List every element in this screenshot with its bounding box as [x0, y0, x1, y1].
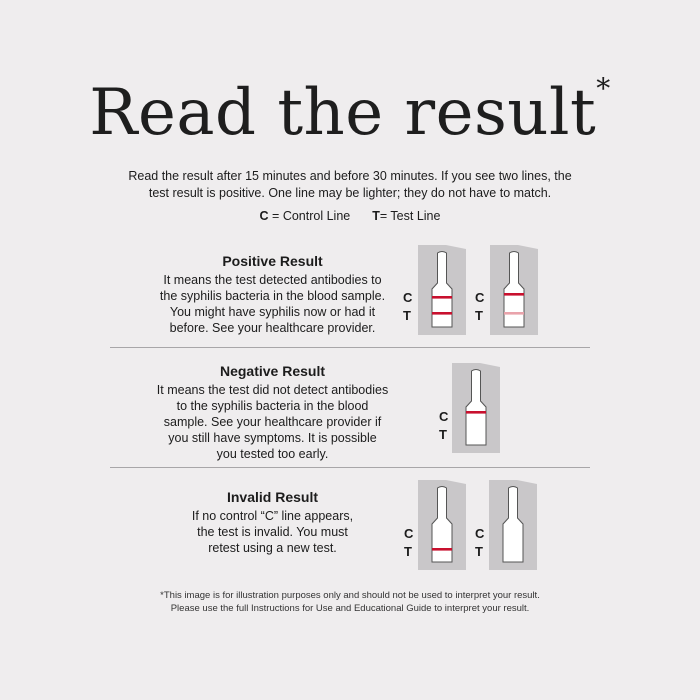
footnote-line: Please use the full Instructions for Use and Educational Guide to interpret your result. — [170, 603, 530, 614]
control-line-mark — [432, 296, 452, 299]
test-strip-icon — [489, 480, 537, 570]
invalid-result-description — [160, 508, 385, 556]
test-label: T — [475, 308, 483, 323]
description-line: before. See your healthcare provider. — [169, 321, 376, 335]
faint-test-line-mark — [504, 312, 524, 315]
description-line: It means the test detected antibodies to — [163, 273, 382, 287]
description-line: You might have syphilis now or had it — [169, 305, 376, 319]
test-strip-icon — [418, 480, 466, 570]
control-label: C — [439, 409, 449, 424]
control-label: C — [403, 290, 413, 305]
test-strip-icon — [452, 363, 500, 453]
test-line-mark — [432, 548, 452, 551]
positive-strip-faint-line — [490, 245, 538, 335]
positive-result-description — [155, 272, 390, 336]
section-divider — [110, 347, 590, 348]
invalid-strip-no-lines — [489, 480, 537, 570]
control-line-mark — [466, 411, 486, 414]
control-line-mark — [504, 293, 524, 296]
control-label: C — [475, 526, 485, 541]
test-label: T — [403, 308, 411, 323]
control-label: C — [475, 290, 485, 305]
disclaimer-footnote — [0, 589, 700, 615]
section-divider — [110, 467, 590, 468]
page-title — [0, 72, 700, 150]
positive-strip-two-lines — [418, 245, 466, 335]
description-line: to the syphilis bacteria in the blood — [176, 399, 369, 413]
negative-result-description — [150, 382, 395, 462]
legend-t-text: = Test Line — [379, 209, 441, 223]
test-label: T — [404, 544, 412, 559]
test-label: T — [475, 544, 483, 559]
strip-labels — [404, 525, 413, 561]
strip-labels — [475, 289, 484, 325]
description-line: It means the test did not detect antibodies — [156, 383, 389, 397]
invalid-result-title: Invalid Result — [226, 489, 319, 505]
negative-result-title: Negative Result — [219, 363, 326, 379]
legend-c-key: C — [259, 209, 269, 223]
test-strip-icon — [418, 245, 466, 335]
description-line: retest using a new test. — [208, 541, 337, 555]
title-asterisk: * — [596, 72, 611, 105]
legend-c-text: = Control Line — [268, 209, 351, 223]
title-text: Read the result — [89, 76, 597, 150]
strip-labels — [439, 408, 448, 444]
legend-t-key: T — [372, 209, 380, 223]
intro-line: test result is positive. One line may be lighter; they do not have to match. — [148, 186, 552, 200]
description-line: the test is invalid. You must — [197, 525, 348, 539]
control-label: C — [404, 526, 414, 541]
description-line: sample. See your healthcare provider if — [163, 415, 382, 429]
strip-labels — [475, 525, 484, 561]
line-legend — [0, 209, 700, 223]
description-line: the syphilis bacteria in the blood sample. — [159, 289, 386, 303]
test-strip-icon — [490, 245, 538, 335]
test-label: T — [439, 427, 447, 442]
description-line: If no control “C” line appears, — [191, 509, 354, 523]
intro-line: Read the result after 15 minutes and before 30 minutes. If you see two lines, the — [128, 169, 572, 183]
description-line: you still have symptoms. It is possible — [168, 431, 377, 445]
invalid-strip-test-line-only — [418, 480, 466, 570]
test-line-mark — [432, 312, 452, 315]
footnote-line: *This image is for illustration purposes only and should not be used to interpret your result. — [160, 590, 540, 601]
positive-result-title: Positive Result — [222, 253, 323, 269]
intro-text — [120, 168, 580, 202]
description-line: you tested too early. — [216, 447, 329, 461]
strip-labels — [403, 289, 412, 325]
negative-strip-one-line — [452, 363, 500, 453]
